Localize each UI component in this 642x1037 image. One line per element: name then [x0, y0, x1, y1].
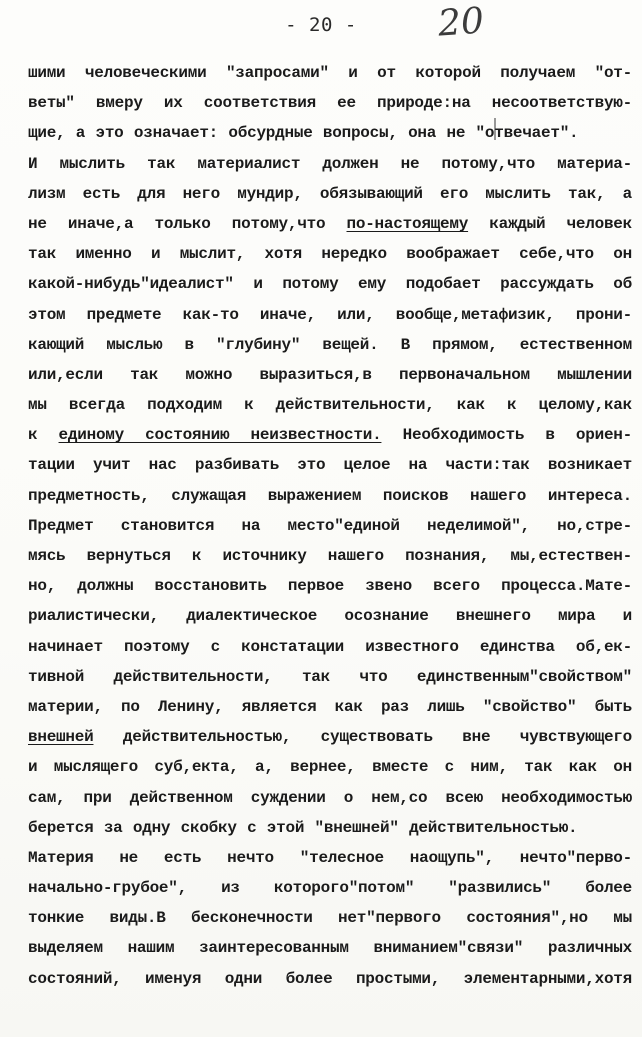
text-run: И мыслить так материалист должен не потому,что материа- [28, 154, 632, 173]
text-run: материи, по Ленину, является как раз лишь "свойство" быть [28, 697, 632, 716]
text-run: начинает поэтому с констатации известного единства об,ек- [28, 637, 632, 656]
document-body [28, 58, 632, 994]
text-line [28, 541, 632, 571]
text-run: но, должны восстановить первое звено всего процесса.Мате- [28, 577, 632, 596]
underlined-phrase: по-настоящему [346, 214, 469, 233]
text-line [28, 58, 632, 88]
text-line [28, 269, 632, 299]
text-line [28, 873, 632, 903]
text-line [28, 88, 632, 118]
paragraph [28, 58, 632, 149]
text-run: не иначе,а только потому,что [28, 214, 347, 233]
text-line [28, 360, 632, 390]
text-run: и мыслящего суб,екта, а, вернее, вместе с ним, так как он [28, 758, 632, 777]
handwritten-page-number: 20 [436, 0, 486, 45]
text-line [28, 330, 632, 360]
text-run: риалистически, диалектическое осознание внешнего мира и [28, 607, 632, 626]
text-line [28, 722, 632, 752]
text-run: выделяем нашим заинтересованным вниманием"связи" различных [28, 939, 632, 958]
text-run: этом предмете как-то иначе, или, вообще,метафизик, прони- [28, 305, 632, 324]
text-line [28, 692, 632, 722]
text-line [28, 149, 632, 179]
text-run: действительностью, существовать вне чувствующего [93, 728, 632, 747]
page-number: - 20 - [285, 14, 357, 36]
text-run: или,если так можно выразиться,в первоначальном мышлении [28, 365, 632, 384]
text-run: мясь вернуться к источнику нашего познания, мы,естествен- [28, 547, 632, 565]
text-line [28, 601, 632, 631]
text-line [28, 511, 632, 541]
text-run: сам, при действенном суждении о нем,со всею необходимостью [28, 788, 632, 807]
text-line [28, 662, 632, 692]
text-run: щие, а это означает: обсурдные вопросы, она не "отвечает". [28, 124, 579, 143]
text-line [28, 420, 632, 450]
text-line [28, 903, 632, 933]
text-run: тивной действительности, так что единственным"свойством" [28, 667, 632, 686]
text-line [28, 481, 632, 511]
text-line [28, 179, 632, 209]
text-line [28, 783, 632, 813]
text-run: лизм есть для него мундир, обязывающий его мыслить так, а [28, 184, 632, 203]
text-line [28, 390, 632, 420]
text-line [28, 571, 632, 601]
text-line [28, 300, 632, 330]
text-run: тонкие виды.В бесконечности нет"первого состояния",но мы [28, 909, 632, 928]
text-line [28, 209, 632, 239]
text-line [28, 964, 632, 994]
paragraph [28, 149, 632, 843]
text-run: так именно и мыслит, хотя нередко воображает себе,что он [28, 245, 632, 264]
text-line [28, 843, 632, 873]
text-run: Необходимость в ориен- [381, 426, 632, 445]
text-line [28, 239, 632, 269]
text-run: каждый человек [468, 214, 632, 233]
text-run: шими человеческими "запросами" и от которой получаем "от- [28, 64, 632, 82]
underlined-phrase: внешней [28, 728, 94, 747]
text-run: предметность, служащая выражением поисков нашего интереса. [28, 486, 632, 505]
text-run: состояний, именуя одни более простыми, элементарными,хотя [28, 969, 632, 988]
text-run: мы всегда подходим к действительности, как к целому,как [28, 396, 632, 415]
text-run: берется за одну скобку с этой "внешней" действительностью. [28, 818, 578, 837]
text-line [28, 813, 632, 843]
text-run: Материя не есть нечто "телесное наощупь", нечто"перво- [28, 848, 632, 867]
text-line [28, 933, 632, 963]
underlined-phrase: единому состоянию неизвестности. [58, 426, 382, 445]
text-line [28, 450, 632, 480]
text-line [28, 118, 632, 148]
text-line [28, 632, 632, 662]
text-run: начально-грубое", из которого"потом" "развились" более [28, 879, 632, 898]
text-run: Предмет становится на место"единой неделимой", но,стре- [28, 516, 632, 535]
text-run: к [28, 426, 59, 445]
text-run: кающий мыслью в "глубину" вещей. В прямом, естественном [28, 335, 632, 354]
text-run: какой-нибудь"идеалист" и потому ему подобает рассуждать об [28, 275, 632, 294]
text-run: веты" вмеру их соответствия ее природе:на несоответствую- [28, 94, 632, 113]
text-run: тации учит нас разбивать это целое на части:так возникает [28, 456, 632, 475]
paragraph [28, 843, 632, 994]
text-line [28, 752, 632, 782]
